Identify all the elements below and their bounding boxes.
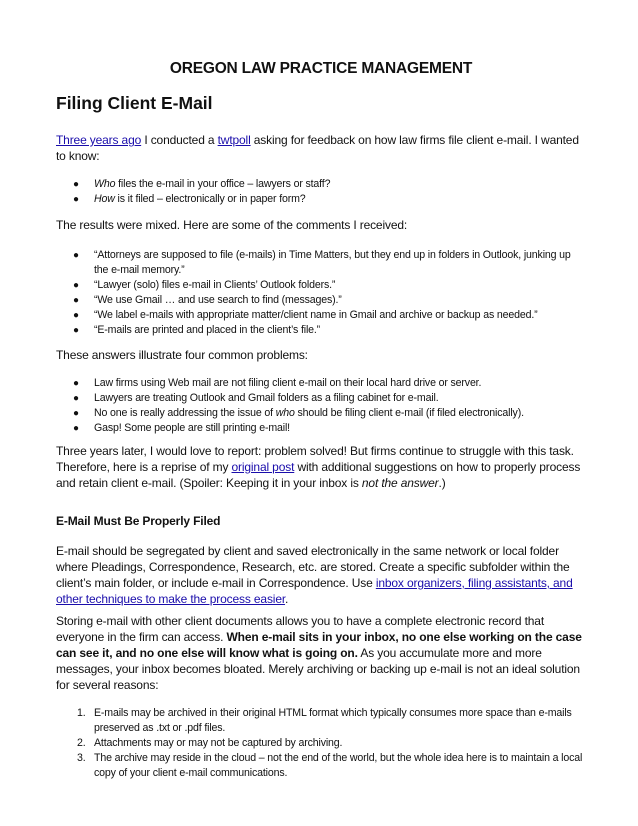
comment-text: “E-mails are printed and placed in the client’s file.”: [94, 324, 321, 336]
bullet-icon: ●: [73, 179, 79, 190]
bullet-icon: ●: [73, 378, 79, 389]
intro-text-1: I conducted a: [141, 133, 218, 147]
list-item: [56, 248, 586, 278]
list-number: 3.: [77, 752, 86, 764]
problem-text: No one is really addressing the issue of: [94, 407, 276, 419]
later-emphasis: not the answer: [361, 476, 439, 490]
list-number: 1.: [77, 707, 86, 719]
problem-emphasis: who: [275, 407, 295, 419]
problem-text: Law firms using Web mail are not filing client e-mail on their local hard drive or server.: [94, 377, 482, 389]
comments-list: [56, 248, 586, 338]
reason-text: E-mails may be archived in their original HTML format which typically consumes more space than e-mails preserved as .txt or .pdf files.: [94, 707, 572, 734]
later-text-2: with additional suggestions on how to properly process and retain client e-mail. (Spoiler: Keeping it in your inbox is: [56, 460, 581, 490]
storing-text-2: As you accumulate more and more messages, your inbox becomes bloated. Merely archiving or backing up e-mail is not an ideal solution for several reasons:: [56, 646, 580, 692]
article-title: Filing Client E-Mail: [56, 93, 213, 113]
comment-text: “We use Gmail … and use search to find (messages).”: [94, 294, 342, 306]
bullet-icon: ●: [73, 295, 79, 306]
problem-text: should be filing client e-mail (if filed electronically).: [294, 407, 524, 419]
filing-text-2: .: [285, 592, 289, 606]
bullet-icon: ●: [73, 310, 79, 321]
list-item: [56, 177, 586, 192]
problems-list: [56, 376, 586, 436]
list-item: [56, 406, 586, 421]
original-post-link[interactable]: original post: [231, 460, 295, 474]
inbox-organizers-link[interactable]: inbox organizers, filing assistants, and other techniques to make the process easier: [56, 576, 573, 606]
comment-text: “Attorneys are supposed to file (e-mails) in Time Matters, but they end up in folders in Outlook, junking up the e-mail memory.”: [94, 249, 571, 276]
later-text-1: Three years later, I would love to report: problem solved! But firms continue to struggle with this task. Therefore, here is a reprise of my: [56, 444, 574, 474]
storing-bold-text: When e-mail sits in your inbox, no one else working on the case can see it, and no one else will know what is going on.: [56, 630, 582, 660]
problem-text: Lawyers are treating Outlook and Gmail folders as a filing cabinet for e-mail.: [94, 392, 439, 404]
list-item: [56, 391, 586, 406]
list-number: 2.: [77, 737, 86, 749]
question-text: files the e-mail in your office – lawyers or staff?: [115, 178, 331, 190]
later-paragraph: [56, 443, 586, 491]
comment-text: “Lawyer (solo) files e-mail in Clients’ Outlook folders.”: [94, 279, 336, 291]
question-text: is it filed – electronically or in paper form?: [114, 193, 306, 205]
storing-text-1: Storing e-mail with other client documents allows you to have a complete electronic record that everyone in the firm can access.: [56, 614, 544, 644]
bullet-icon: ●: [73, 194, 79, 205]
bullet-icon: ●: [73, 393, 79, 404]
filing-paragraph: [56, 543, 586, 607]
list-item: [56, 736, 586, 751]
list-item: [56, 376, 586, 391]
reason-text: The archive may reside in the cloud – not the end of the world, but the whole idea here is to maintain a local copy of your client e-mail communications.: [94, 752, 583, 779]
section-heading: E-Mail Must Be Properly Filed: [56, 514, 221, 528]
questions-list: [56, 177, 586, 207]
comment-text: “We label e-mails with appropriate matter/client name in Gmail and archive or backup as needed.”: [94, 309, 538, 321]
intro-text-2: asking for feedback on how law firms file client e-mail. I wanted to know:: [56, 133, 579, 163]
question-emphasis: How: [94, 193, 115, 205]
list-item: [56, 308, 586, 323]
problems-intro: These answers illustrate four common problems:: [56, 348, 308, 362]
bullet-icon: ●: [73, 408, 79, 419]
problem-text: Gasp! Some people are still printing e-mail!: [94, 422, 290, 434]
bullet-icon: ●: [73, 423, 79, 434]
bullet-icon: ●: [73, 280, 79, 291]
storing-paragraph: [56, 613, 586, 693]
intro-paragraph: [56, 132, 586, 164]
reasons-list: [56, 706, 586, 781]
list-item: [56, 421, 586, 436]
list-item: [56, 706, 586, 736]
filing-text-1: E-mail should be segregated by client and saved electronically in the same network or local folder where Pleadings, Correspondence, Research, etc. are stored. Create a specific subfolder within the client’s main folder, or include e-mail in Correspondence. Use: [56, 544, 570, 590]
bullet-icon: ●: [73, 250, 79, 261]
list-item: [56, 192, 586, 207]
three-years-ago-link[interactable]: Three years ago: [56, 133, 142, 147]
results-intro: The results were mixed. Here are some of the comments I received:: [56, 218, 408, 232]
bullet-icon: ●: [73, 325, 79, 336]
reason-text: Attachments may or may not be captured by archiving.: [94, 737, 343, 749]
list-item: [56, 278, 586, 293]
list-item: [56, 751, 586, 781]
list-item: [56, 293, 586, 308]
document-heading: OREGON LAW PRACTICE MANAGEMENT: [169, 60, 473, 77]
list-item: [56, 323, 586, 338]
later-text-3: .): [438, 476, 446, 490]
question-emphasis: Who: [94, 178, 116, 190]
twtpoll-link[interactable]: twtpoll: [217, 133, 251, 147]
